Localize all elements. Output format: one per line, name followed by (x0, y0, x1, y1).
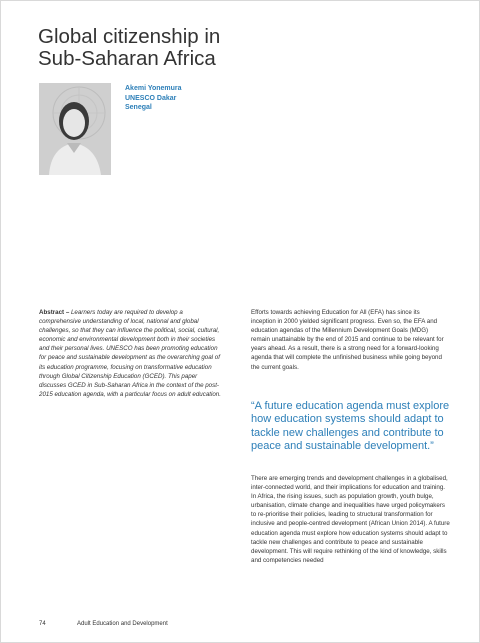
author-info (125, 84, 182, 113)
abstract (39, 308, 224, 399)
author-name: Akemi Yonemura (125, 85, 182, 92)
author-portrait-image (39, 83, 111, 175)
page-number: 74 (39, 621, 46, 627)
author-location: Senegal (125, 104, 152, 111)
abstract-label: Abstract – (39, 309, 70, 316)
publication-name: Adult Education and Development (77, 621, 168, 627)
body-paragraph-2: There are emerging trends and development challenges in a globalised, inter-connected world, and their implications for education and training. In Africa, the rising issues, such as population growth, youth bulge, urbanisation, climate change and inequalities have urged policymakers to re-prioritise their policies, leading to structural transformation for inclusive and people-centred development (African Union 2014). A future education agenda must explore how education systems should adapt to tackle new challenges and contribute to peace and sustainable development. This will require rethinking of the kind of knowledge, skills and competencies needed (251, 475, 450, 564)
page-footer (39, 621, 198, 627)
abstract-text: Learners today are required to develop a comprehensive understanding of local, national and global challenges, so that they can influence the political, social, cultural, economic and environmental development both in their societies and their personal lives. UNESCO has been promoting education for peace and sustainable development as the overarching goal of its education programme, focusing on transformative education through Global Citizenship Education (GCED). This paper discusses GCED in Sub-Saharan Africa in the context of the post-2015 education agenda, with a particular focus on adult education. (39, 309, 221, 398)
body-paragraph-1: Efforts towards achieving Education for All (EFA) has since its inception in 2000 yielded significant progress. Even so, the EFA and education agendas of the Millennium Development Goals (MDG) remain unattainable by the end of 2015 and continue to be relevant for years ahead. As a result, there is a strong need for a forward-looking agenda that will complete the unfinished business while going beyond the current goals. (251, 309, 444, 371)
author-organization: UNESCO Dakar (125, 94, 177, 102)
article-title (38, 26, 338, 70)
title-line-2: Sub-Saharan Africa (38, 47, 216, 70)
author-photo (39, 83, 111, 175)
pull-quote: “A future education agenda must explore how education systems should adapt to tackle new challenges and contribute to peace and sustainable development.” (251, 400, 450, 452)
title-line-1: Global citizenship in (38, 25, 221, 48)
